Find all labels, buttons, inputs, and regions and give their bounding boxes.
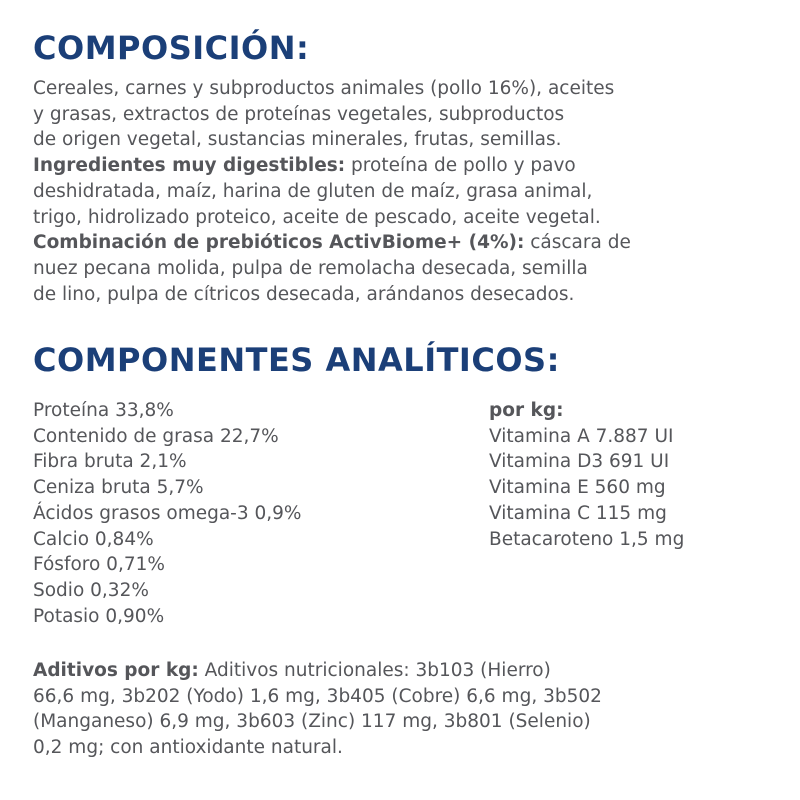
vitamina-item: Vitamina E 560 mg <box>489 477 666 499</box>
prebioticos-text: cáscara de <box>524 232 631 254</box>
aditivos-line <box>33 658 602 684</box>
vitamina-item: Vitamina C 115 mg <box>489 502 667 524</box>
aditivos-text <box>33 658 602 761</box>
analitico-item: Potasio 0,90% <box>33 605 165 627</box>
aditivos-line: (Manganeso) 6,9 mg, 3b603 (Zinc) 117 mg, 3b801 (Selenio) <box>33 711 591 733</box>
composicion-line: y grasas, extractos de proteínas vegetales, subproductos <box>33 103 565 125</box>
prebioticos-label: Combinación de prebióticos ActivBiome+ (4%): <box>33 232 525 254</box>
vitamina-item: Vitamina A 7.887 UI <box>489 425 674 447</box>
componentes-title: COMPONENTES ANALÍTICOS: <box>33 341 560 379</box>
aditivos-line: 0,2 mg; con antioxidante natural. <box>33 737 343 759</box>
digestibles-label: Ingredientes muy digestibles: <box>33 155 346 177</box>
analitico-item: Calcio 0,84% <box>33 528 154 550</box>
prebioticos-line <box>33 230 773 256</box>
analitico-item: Fibra bruta 2,1% <box>33 451 187 473</box>
digestibles-line: trigo, hidrolizado proteico, aceite de pescado, aceite vegetal. <box>33 206 601 228</box>
digestibles-text: proteína de pollo y pavo <box>345 155 576 177</box>
composicion-text <box>33 76 773 307</box>
aditivos-label: Aditivos por kg: <box>33 660 199 681</box>
analitico-item: Sodio 0,32% <box>33 579 149 601</box>
analitico-item: Ácidos grasos omega-3 0,9% <box>33 502 302 524</box>
composicion-line: de origen vegetal, sustancias minerales, frutas, semillas. <box>33 129 562 151</box>
analitico-item: Ceniza bruta 5,7% <box>33 477 204 499</box>
digestibles-line: deshidratada, maíz, harina de gluten de maíz, grasa animal, <box>33 180 593 202</box>
vitamina-item: Betacaroteno 1,5 mg <box>489 528 685 550</box>
composicion-line: Cereales, carnes y subproductos animales (pollo 16%), aceites <box>33 78 615 99</box>
aditivos-line: 66,6 mg, 3b202 (Yodo) 1,6 mg, 3b405 (Cobre) 6,6 mg, 3b502 <box>33 685 602 707</box>
digestibles-line <box>33 153 773 179</box>
prebioticos-line: nuez pecana molida, pulpa de remolacha desecada, semilla <box>33 257 588 279</box>
analitico-list <box>33 398 302 629</box>
vitaminas-list <box>489 398 684 552</box>
analitico-item: Fósforo 0,71% <box>33 554 165 576</box>
analitico-item: Proteína 33,8% <box>33 400 174 421</box>
vitaminas-header: por kg: <box>489 400 564 421</box>
composicion-title: COMPOSICIÓN: <box>33 29 310 67</box>
aditivos-text-start: Aditivos nutricionales: 3b103 (Hierro) <box>198 660 551 681</box>
analitico-item: Contenido de grasa 22,7% <box>33 425 279 447</box>
vitamina-item: Vitamina D3 691 UI <box>489 451 670 473</box>
prebioticos-line: de lino, pulpa de cítricos desecada, arándanos desecados. <box>33 283 575 305</box>
